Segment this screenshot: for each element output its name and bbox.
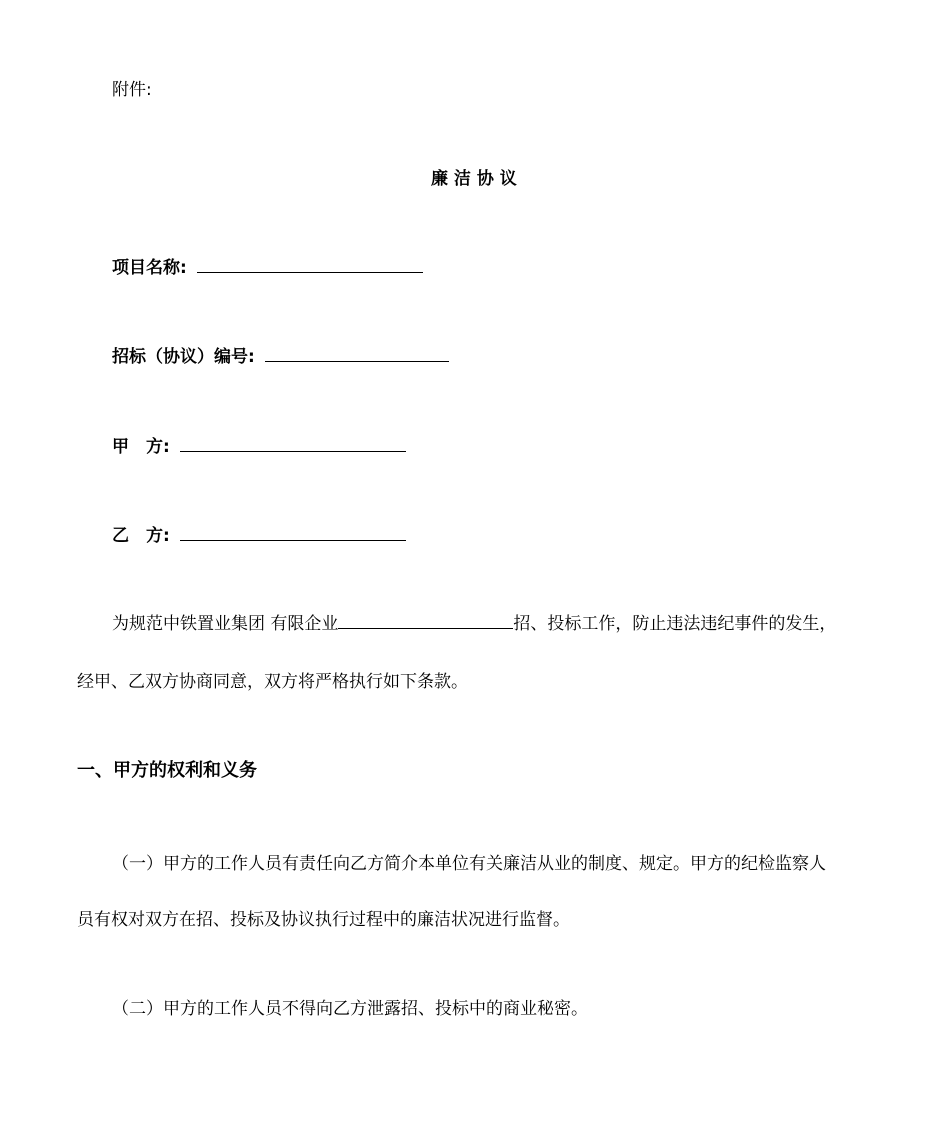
intro-line-2: 经甲、乙双方协商同意，双方将严格执行如下条款。 bbox=[77, 672, 468, 692]
intro-text-before: 为规范中铁置业集团 有限企业 bbox=[112, 614, 339, 634]
bid-number-field bbox=[112, 345, 449, 369]
party-a-label: 甲 方: bbox=[112, 437, 170, 457]
bid-number-label: 招标（协议）编号: bbox=[112, 347, 255, 367]
intro-line-1 bbox=[112, 612, 836, 636]
bid-number-blank bbox=[265, 345, 449, 362]
party-a-field bbox=[112, 435, 406, 459]
project-name-field bbox=[112, 256, 423, 280]
section-heading: 一、甲方的权利和义务 bbox=[77, 760, 257, 781]
project-name-blank bbox=[197, 256, 423, 273]
company-name-blank bbox=[338, 612, 513, 629]
party-b-blank bbox=[180, 524, 406, 541]
document-title: 廉 洁 协 议 bbox=[431, 169, 517, 189]
party-a-blank bbox=[180, 435, 406, 452]
intro-text-after: 招、投标工作，防止违法违纪事件的发生， bbox=[513, 614, 837, 634]
clause-1-line-1: （一）甲方的工作人员有责任向乙方简介本单位有关廉洁从业的制度、规定。甲方的纪检监察人 bbox=[112, 854, 826, 874]
party-b-field bbox=[112, 524, 406, 548]
attachment-label: 附件: bbox=[112, 80, 152, 100]
party-b-label: 乙 方: bbox=[112, 526, 170, 546]
project-name-label: 项目名称: bbox=[112, 258, 187, 278]
clause-2: （二）甲方的工作人员不得向乙方泄露招、投标中的商业秘密。 bbox=[112, 999, 588, 1019]
clause-1-line-2: 员有权对双方在招、投标及协议执行过程中的廉洁状况进行监督。 bbox=[77, 910, 570, 930]
